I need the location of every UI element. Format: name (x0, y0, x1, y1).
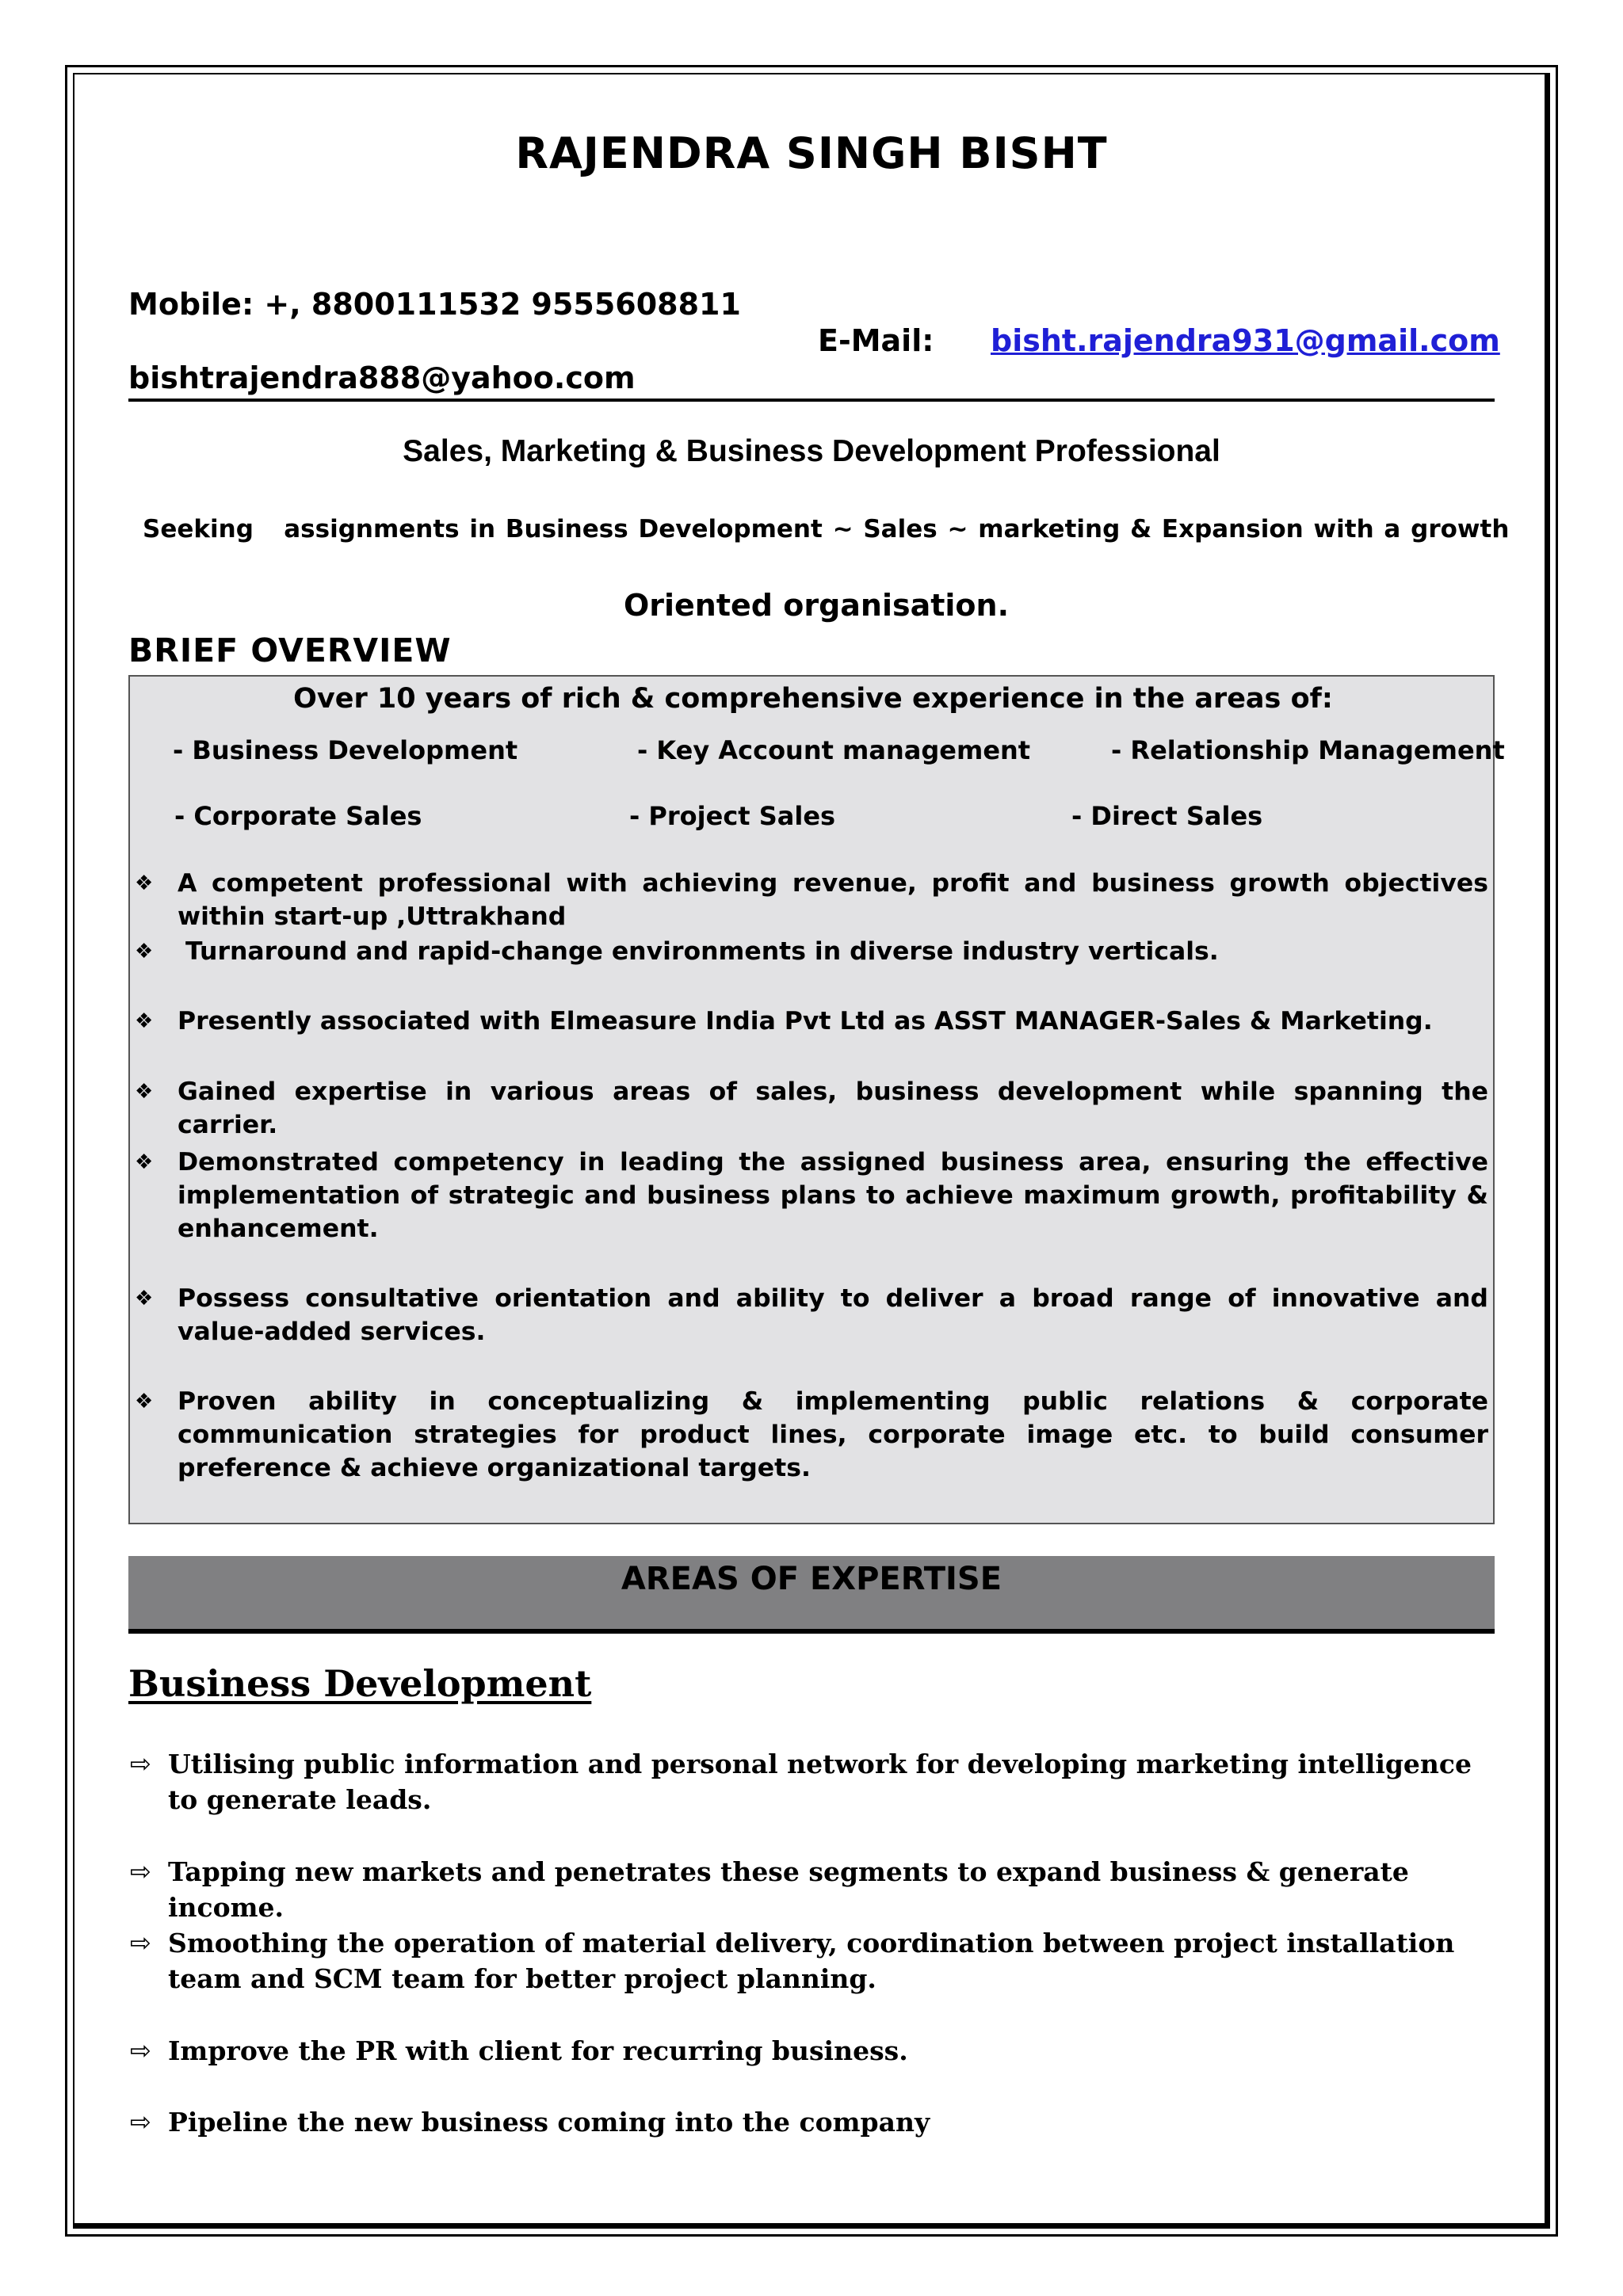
diamond-bullet-icon: ❖ (135, 871, 154, 895)
overview-intro: Over 10 years of rich & comprehensive experience in the areas of: (293, 683, 1333, 715)
areas-of-expertise-bar (128, 1556, 1495, 1634)
diamond-bullet-icon: ❖ (135, 1080, 154, 1104)
area-corporate-sales: - Corporate Sales (174, 801, 422, 831)
brief-overview-heading: BRIEF OVERVIEW (128, 631, 452, 669)
arrow-right-icon: ⇨ (130, 1928, 151, 1958)
seeking-statement: Seeking assignments in Business Development ~ Sales ~ marketing & Expansion with a growth (143, 515, 1510, 543)
area-project-sales: - Project Sales (629, 801, 836, 831)
mobile-number: Mobile: +, 8800111532 9555608811 (128, 287, 741, 322)
diamond-bullet-icon: ❖ (135, 1150, 154, 1174)
areas-of-expertise-title: AREAS OF EXPERTISE (621, 1561, 1002, 1597)
brief-overview-box: Over 10 years of rich & comprehensive experience in the areas of: - Business Development - Key Account management - Relationship Management - Corporate Sales - Project Sales - Direct Sales ❖ A competent professional with achieving revenue, profit and business growth objectives within start-up ,Uttrakhand ❖ Turnaround and rapid-change environments in diverse industry verticals. ❖ Presently associated with Elmeasure India Pvt Ltd as ASST MANAGER-Sales & Marketing. ❖ Gained expertise in various areas of sales, business development while spanning the carrier. ❖ Demonstrated competency in leading the assigned business area, ensuring the effective implementation of strategic and business plans to achieve maximum growth, profitability & enhancement. ❖ Possess consultative orientation and ability to deliver a broad range of innovative and value-added services. ❖ Proven ability in conceptualizing & implementing public relations & corporate communication strategies for product lines, corporate image etc. to build consumer preference & achieve organizational targets. (128, 675, 1495, 1524)
arrow-right-icon: ⇨ (130, 1749, 151, 1779)
seeking-statement-continued: Oriented organisation. (623, 588, 1010, 623)
business-development-heading: Business Development (128, 1662, 592, 1705)
diamond-bullet-icon: ❖ (135, 1390, 154, 1413)
area-key-account-management: - Key Account management (637, 735, 1031, 765)
professional-title: Sales, Marketing & Business Development Professional (403, 434, 1220, 468)
email-link[interactable]: bisht.rajendra931@gmail.com (991, 323, 1500, 358)
email-label: E-Mail: (818, 323, 934, 358)
secondary-email: bishtrajendra888@yahoo.com (128, 360, 636, 395)
diamond-bullet-icon: ❖ (135, 1009, 154, 1033)
arrow-right-icon: ⇨ (130, 2107, 151, 2137)
area-relationship-management: - Relationship Management (1111, 735, 1505, 765)
area-business-development: - Business Development (173, 735, 518, 765)
diamond-bullet-icon: ❖ (135, 1287, 154, 1310)
arrow-right-icon: ⇨ (130, 1856, 151, 1886)
candidate-name: RAJENDRA SINGH BISHT (515, 128, 1108, 178)
diamond-bullet-icon: ❖ (135, 940, 154, 963)
header-divider (128, 399, 1495, 402)
arrow-right-icon: ⇨ (130, 2035, 151, 2065)
area-direct-sales: - Direct Sales (1071, 801, 1263, 831)
